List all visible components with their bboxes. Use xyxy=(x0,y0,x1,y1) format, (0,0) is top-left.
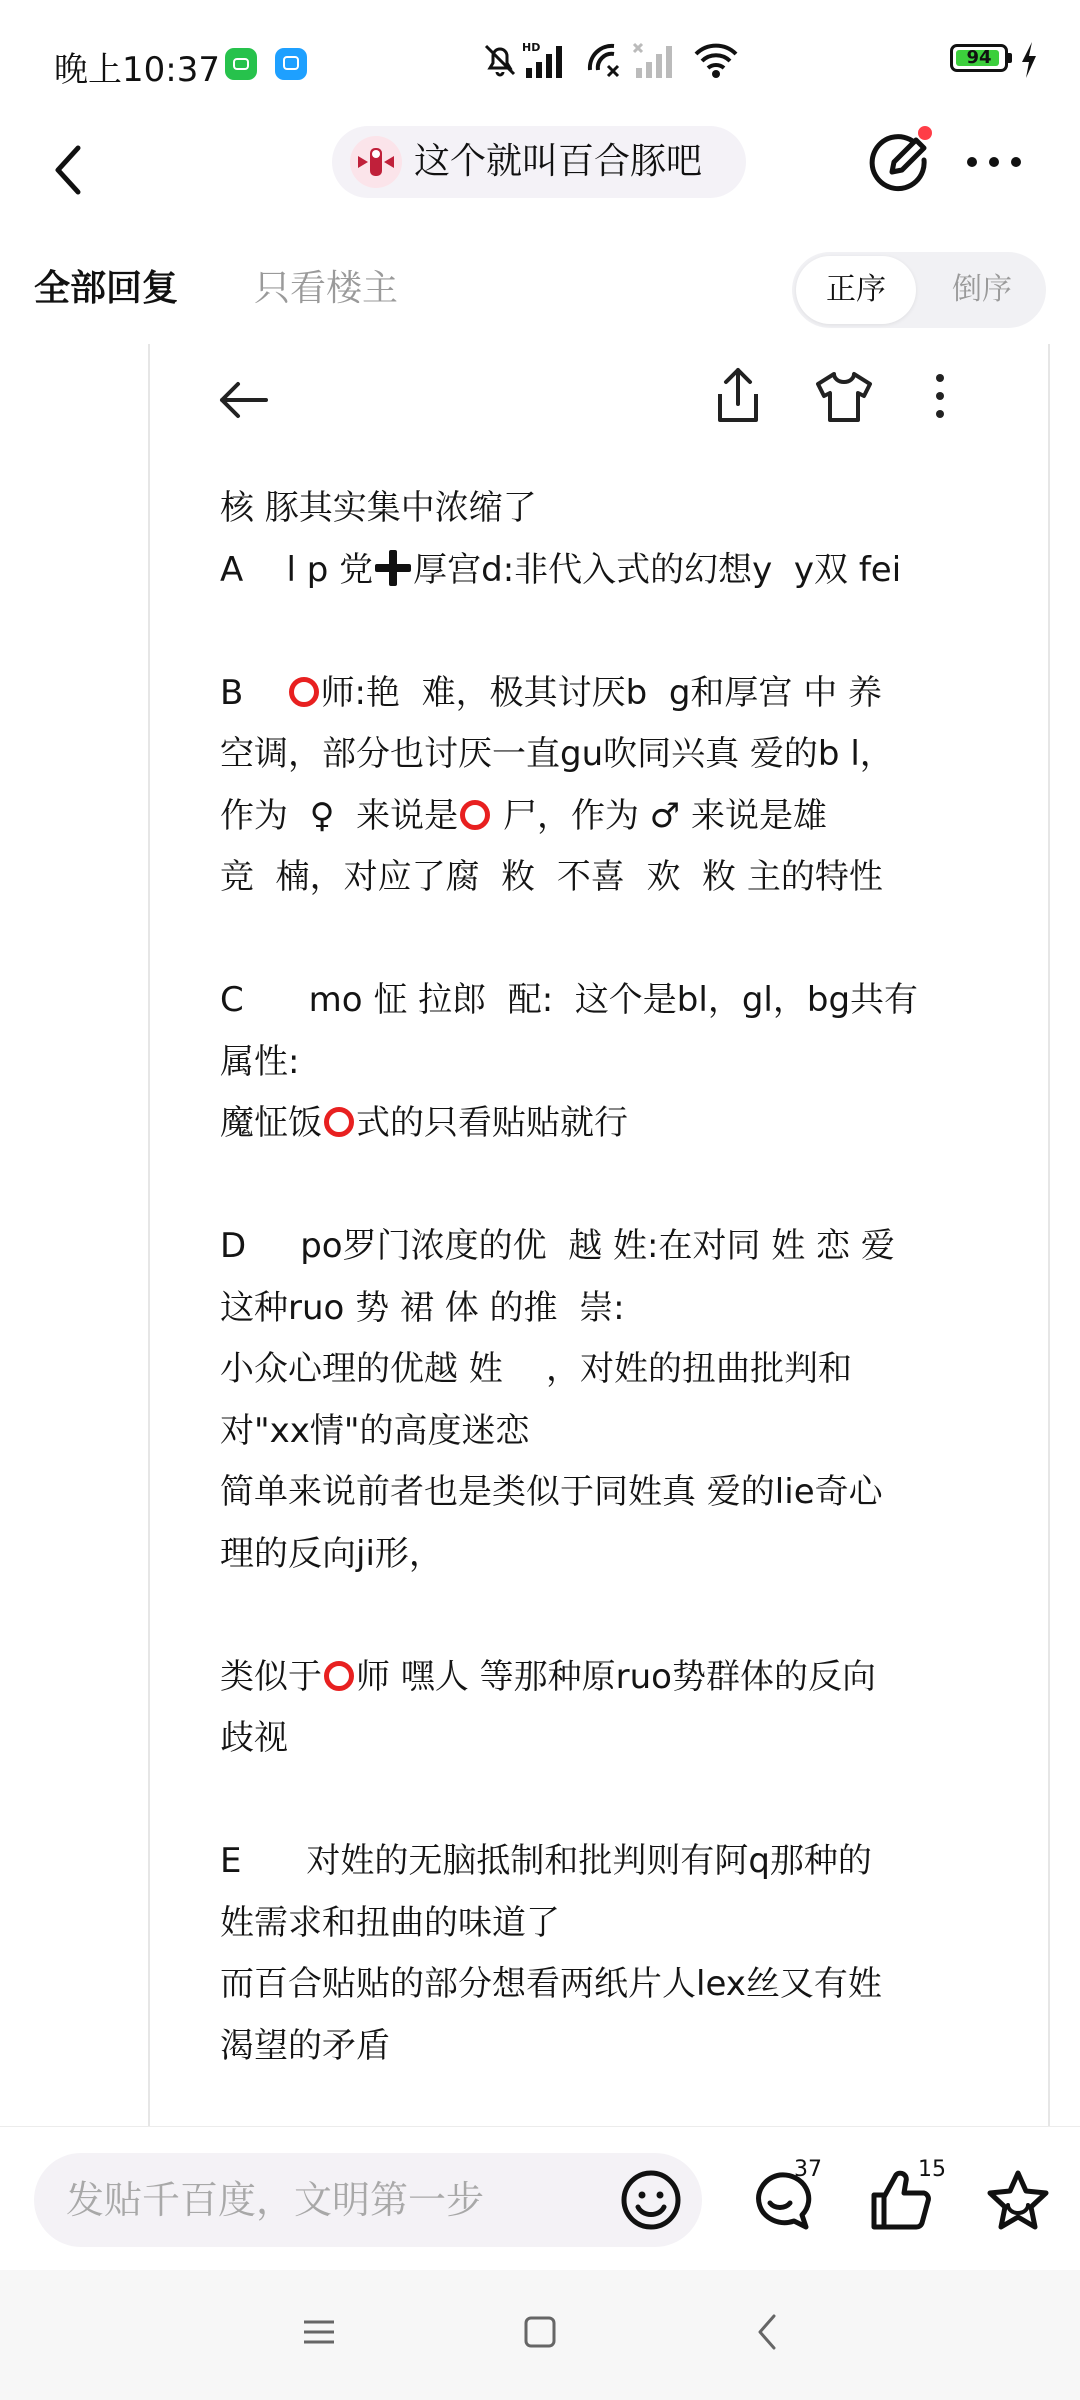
back-arrow-icon xyxy=(212,368,276,432)
mute-bell-icon xyxy=(480,40,520,80)
text-line: 核 豚其实集中浓缩了 xyxy=(220,488,537,528)
status-icons xyxy=(480,40,1080,80)
status-bar xyxy=(0,0,1080,120)
text-line xyxy=(220,1770,1020,1832)
svg-text:HD: HD xyxy=(522,41,541,54)
text-segment: B xyxy=(220,672,287,713)
call-signal-icon xyxy=(584,40,624,80)
bottom-action-bar xyxy=(0,2126,1080,2271)
battery-percent: 94 xyxy=(966,47,992,68)
app-notification-icon xyxy=(225,48,257,80)
text-line: E 对姓的无脑抵制和批判则有阿q那种的 xyxy=(220,1841,872,1881)
more-vertical-icon xyxy=(920,366,960,426)
text-line xyxy=(220,909,1020,971)
text-segment: 式的只看贴贴就行 xyxy=(356,1103,628,1143)
text-line xyxy=(220,786,1020,848)
shirt-icon xyxy=(814,366,874,426)
image-toolbar xyxy=(150,344,1048,454)
reply-input[interactable] xyxy=(34,2153,702,2247)
text-line: 理的反向ji形， xyxy=(220,1533,443,1574)
text-line xyxy=(220,1585,1020,1647)
text-segment: 师:艳 难，极其讨厌b g和厚宫 中 养 xyxy=(320,672,883,713)
emoji-icon[interactable] xyxy=(618,2167,684,2233)
text-line: 渴望的矛盾 xyxy=(220,2025,390,2066)
text-line xyxy=(220,663,1020,725)
hd-signal-icon xyxy=(522,40,572,80)
text-line: 空调，部分也讨厌一直gu吹同兴真 爱的b l， xyxy=(220,734,894,774)
sort-toggle xyxy=(792,252,1046,328)
forum-title-pill[interactable] xyxy=(332,126,746,198)
text-segment: 厚宫d:非代入式的幻想y y双 fei xyxy=(413,549,902,590)
text-line: 这种ruo 势 裙 体 的推 崇: xyxy=(220,1287,625,1328)
star-icon[interactable] xyxy=(984,2167,1052,2233)
text-line xyxy=(220,540,1020,602)
reply-tabs xyxy=(0,250,1080,340)
text-segment: 作为 ♀ 来说是 xyxy=(220,795,459,836)
signal-2-icon xyxy=(632,40,678,80)
text-line: C mo 怔 拉郎 配: 这个是bl，gl，bg共有 xyxy=(220,980,919,1020)
nav-back-icon[interactable] xyxy=(752,2310,782,2354)
tab-op-only[interactable]: 只看楼主 xyxy=(254,268,399,309)
top-bar xyxy=(0,120,1080,220)
text-line: 简单来说前者也是类似于同姓真 爱的lie奇心 xyxy=(220,1472,883,1512)
like-count: 15 xyxy=(918,2157,946,2182)
text-line: D po罗门浓度的优 越 姓:在对同 姓 恋 爱 xyxy=(220,1226,895,1266)
text-line: 竞 楠，对应了腐 敉 不喜 欢 敉 主的特性 xyxy=(220,857,883,897)
menu-icon[interactable] xyxy=(300,2312,338,2352)
home-icon[interactable] xyxy=(522,2312,558,2352)
forum-title: 这个就叫百合豚吧 xyxy=(414,141,703,182)
text-line: 而百合贴贴的部分想看两纸片人lex丝又有姓 xyxy=(220,1964,882,2004)
forum-avatar xyxy=(350,136,402,188)
text-line: 属性: xyxy=(220,1041,300,1082)
text-segment: 魔怔饭 xyxy=(220,1103,322,1143)
text-line: 姓需求和扭曲的味道了 xyxy=(220,1902,560,1943)
battery-icon xyxy=(950,44,1008,72)
share-icon xyxy=(708,364,768,428)
text-segment: A l p 党 xyxy=(220,549,374,590)
text-line xyxy=(220,1647,1020,1709)
plus-emoji-icon xyxy=(375,550,411,586)
notification-dot xyxy=(918,126,932,140)
red-circle-icon xyxy=(324,1661,354,1691)
text-segment: 师 嘿人 等那种原ruo势群体的反向 xyxy=(356,1656,876,1697)
charging-icon xyxy=(1018,40,1040,80)
wifi-icon xyxy=(692,40,740,80)
sort-asc-button[interactable]: 正序 xyxy=(796,256,916,324)
tab-all-replies[interactable]: 全部回复 xyxy=(34,268,179,309)
text-line xyxy=(220,601,1020,663)
red-circle-icon xyxy=(324,1107,354,1137)
system-nav-bar xyxy=(0,2270,1080,2400)
red-circle-icon xyxy=(460,800,490,830)
sort-desc-button[interactable]: 倒序 xyxy=(952,272,1012,307)
text-line: 对"xx情"的高度迷恋 xyxy=(220,1410,530,1451)
text-line: 歧视 xyxy=(220,1718,288,1758)
text-segment: 类似于 xyxy=(220,1656,322,1697)
status-time: 晚上10:37 xyxy=(54,50,220,90)
app-notification-icon-2 xyxy=(275,48,307,80)
reply-placeholder: 发贴千百度，文明第一步 xyxy=(66,2178,485,2222)
back-arrow-icon[interactable] xyxy=(40,134,100,206)
red-circle-icon xyxy=(289,677,319,707)
post-image[interactable] xyxy=(148,344,1050,2130)
text-line xyxy=(220,1093,1020,1155)
text-segment: 尸，作为 ♂ 来说是雄 xyxy=(492,795,828,836)
comment-count: 37 xyxy=(794,2157,822,2182)
more-icon[interactable] xyxy=(962,140,1026,184)
text-line: 小众心理的优越 姓 ，对姓的扭曲批判和 xyxy=(220,1349,853,1389)
image-text xyxy=(220,478,1020,2077)
battery-tip xyxy=(1008,53,1012,63)
text-line xyxy=(220,1155,1020,1217)
